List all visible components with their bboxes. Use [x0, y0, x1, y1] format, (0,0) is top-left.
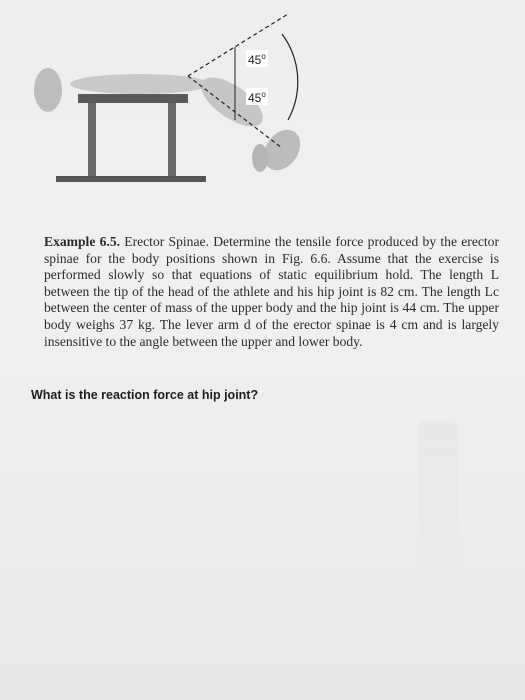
- bench-pad: [78, 94, 188, 103]
- degree-symbol-bottom: o: [261, 90, 266, 99]
- exercise-figure: [20, 10, 330, 190]
- degree-symbol-top: o: [261, 52, 266, 61]
- hyperextension-bench-illustration: [20, 10, 330, 190]
- bench-base: [56, 176, 206, 182]
- background-shadow: [418, 420, 458, 620]
- bench-leg-right: [168, 102, 176, 176]
- question-text: What is the reaction force at hip joint?: [31, 388, 259, 402]
- bench-leg-left: [88, 102, 96, 176]
- dashed-line-upper: [188, 14, 288, 76]
- angle-bottom-value: 45: [248, 91, 262, 105]
- athlete-arm: [252, 144, 268, 172]
- example-paragraph: [44, 234, 499, 350]
- example-title: Example 6.5.: [44, 234, 121, 249]
- angle-top-value: 45: [248, 53, 262, 67]
- example-body: Erector Spinae. Determine the tensile force produced by the erector spinae for the body positions shown in Fig. 6.6. Assume that the exercise is performed slowly so that equations of static equilibrium hold. The length L between the tip of the head of the athlete and his hip joint is 82 cm. The length Lc between the center of mass of the upper body and the hip joint is 44 cm. The upper body weighs 37 kg. The lever arm d of the erector spinae is 4 cm and is largely insensitive to the angle between the upper and lower body.: [44, 234, 499, 349]
- athlete-feet: [34, 68, 62, 112]
- angle-arc: [282, 34, 298, 120]
- angle-label-top: [246, 50, 268, 67]
- angle-label-bottom: [246, 88, 268, 105]
